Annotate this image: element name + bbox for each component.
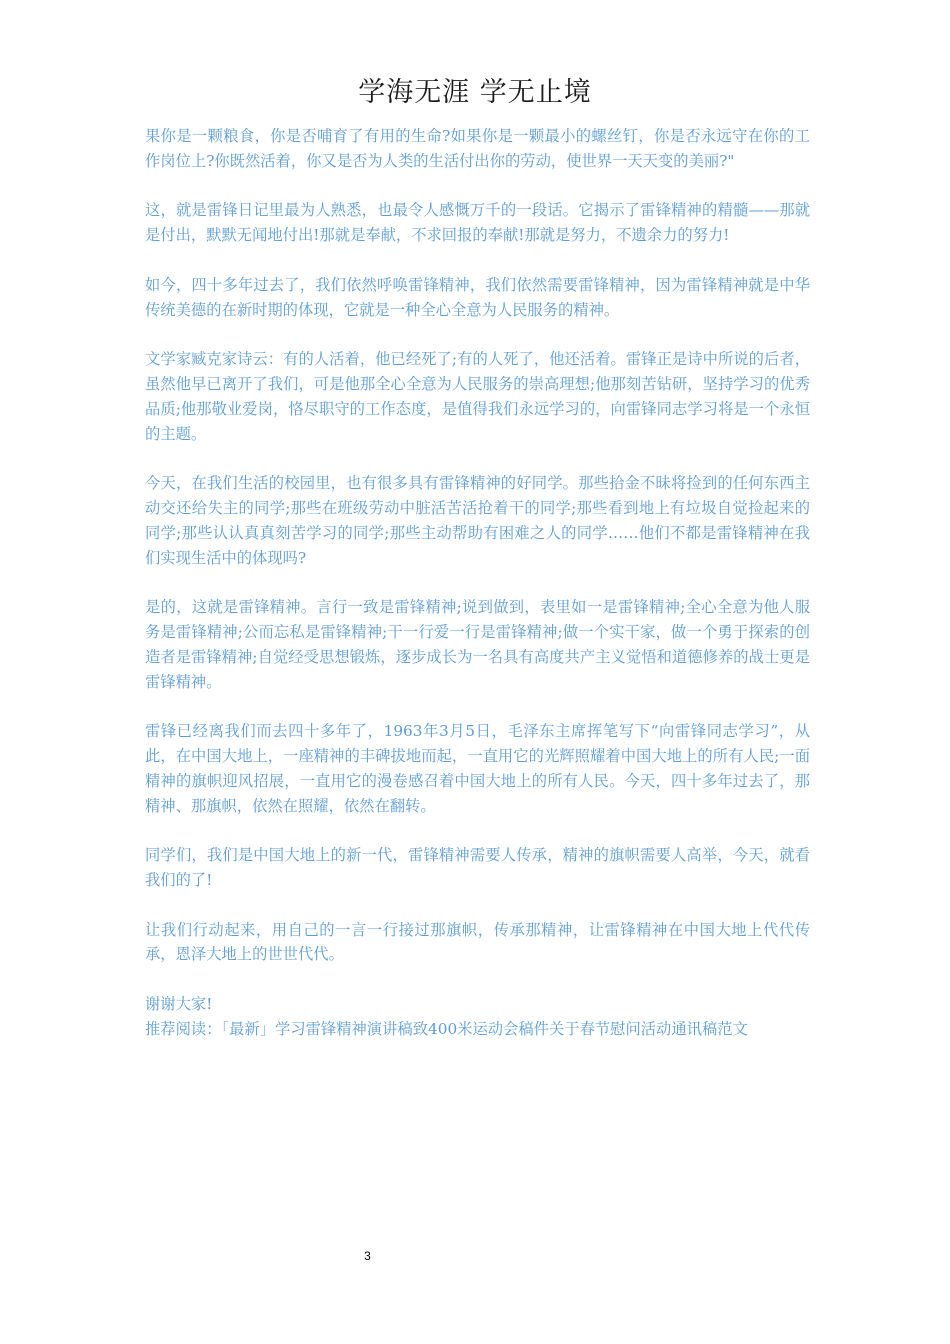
page-header-title: 学海无涯 学无止境	[358, 77, 592, 108]
paragraph-7: 雷锋已经离我们而去四十多年了，1963年3月5日，毛泽东主席挥笔写下“向雷锋同志学习”，从此，在中国大地上，一座精神的丰碑拔地而起，一直用它的光辉照耀着中国大地上的所有人民;一面精神的旗帜迎风招展，一直用它的漫卷感召着中国大地上的所有人民。今天，四十多年过去了，那精神、那旗帜，依然在照耀，依然在翻转。	[145, 722, 810, 815]
paragraph-9: 让我们行动起来，用自己的一言一行接过那旗帜，传承那精神，让雷锋精神在中国大地上代代传承，恩泽大地上的世世代代。	[145, 920, 810, 964]
paragraph-6: 是的，这就是雷锋精神。言行一致是雷锋精神;说到做到，表里如一是雷锋精神;全心全意为他人服务是雷锋精神;公而忘私是雷锋精神;干一行爱一行是雷锋精神;做一个实干家，做一个勇于探索的创造者是雷锋精神;自觉经受思想锻炼，逐步成长为一名具有高度共产主义觉悟和道德修养的战士更是雷锋精神。	[145, 598, 810, 691]
paragraph-1: 果你是一颗粮食，你是否哺育了有用的生命?如果你是一颗最小的螺丝钉，你是否永远守在你的工作岗位上?你既然活着，你又是否为人类的生活付出你的劳动，使世界一天天变的美丽?"	[145, 127, 810, 170]
paragraph-2: 这，就是雷锋日记里最为人熟悉，也最令人感慨万千的一段话。它揭示了雷锋精神的精髓——那就是付出，默默无闻地付出!那就是奉献，不求回报的奉献!那就是努力，不遗余力的努力!	[145, 201, 810, 245]
page-number: 3	[364, 1249, 371, 1263]
recommended-reading[interactable]: 推荐阅读：「最新」学习雷锋精神演讲稿致400米运动会稿件关于春节慰问活动通讯稿范文	[145, 1019, 748, 1038]
document-body	[145, 124, 810, 1041]
closing-line: 谢谢大家!	[145, 994, 213, 1013]
paragraph-3: 如今，四十多年过去了，我们依然呼唤雷锋精神，我们依然需要雷锋精神，因为雷锋精神就是中华传统美德的在新时期的体现，它就是一种全心全意为人民服务的精神。	[145, 275, 810, 319]
paragraph-5: 今天，在我们生活的校园里，也有很多具有雷锋精神的好同学。那些拾金不昧将捡到的任何东西主动交还给失主的同学;那些在班级劳动中脏活苦活抢着干的同学;那些看到地上有垃圾自觉捡起来的同学;那些认认真真刻苦学习的同学;那些主动帮助有困难之人的同学……他们不都是雷锋精神在我们实现生活中的体现吗?	[145, 474, 810, 567]
paragraph-8: 同学们，我们是中国大地上的新一代，雷锋精神需要人传承，精神的旗帜需要人高举，今天，就看我们的了!	[145, 846, 810, 889]
paragraph-4: 文学家臧克家诗云：有的人活着，他已经死了;有的人死了，他还活着。雷锋正是诗中所说的后者，虽然他早已离开了我们，可是他那全心全意为人民服务的崇高理想;他那刻苦钻研，坚持学习的优秀品质;他那敬业爱岗，恪尽职守的工作态度，是值得我们永远学习的，向雷锋同志学习将是一个永恒的主题。	[145, 350, 810, 443]
